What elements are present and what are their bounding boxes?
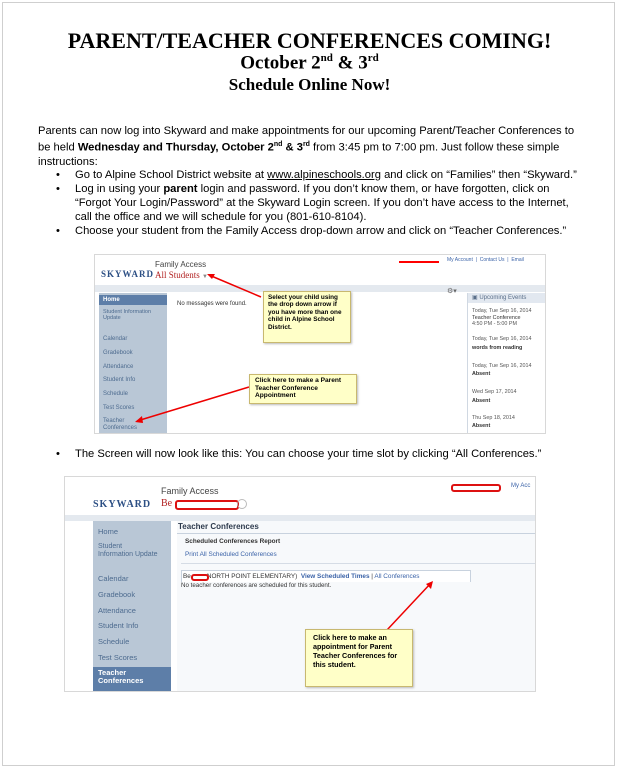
no-conferences-text: No teacher conferences are scheduled for this student. bbox=[181, 582, 332, 589]
list-item: • Go to Alpine School District website at www.alpineschools.org and click on “Families” then “Skyward.” bbox=[56, 169, 577, 181]
my-account-link[interactable]: My Acc bbox=[511, 483, 531, 489]
contact-us-link[interactable]: Contact Us bbox=[479, 257, 505, 263]
sidebar-item-teacher-conferences[interactable]: Teacher Conferences bbox=[93, 667, 171, 692]
view-scheduled-times-link[interactable]: View Scheduled Times bbox=[300, 573, 370, 580]
sidebar-item-schedule[interactable]: Schedule bbox=[98, 637, 130, 646]
intro-sup2: rd bbox=[302, 141, 310, 148]
sidebar-item-gradebook[interactable]: Gradebook bbox=[98, 590, 136, 599]
skyward-logo: SKYWARD bbox=[93, 499, 152, 510]
intro-sup1: nd bbox=[273, 141, 283, 148]
family-access-title: Family Access bbox=[155, 260, 207, 269]
instruction-list bbox=[40, 168, 583, 238]
all-conferences-link[interactable]: All Conferences bbox=[374, 573, 420, 580]
list-item: • Log in using your parent login and password. If you don’t know them, or have forgotten, click on “Forgot Your Login/Password” at the Skyward Login screen. If you don’t have access to the Internet, call the office and we will schedule for you (801-610-8104). bbox=[56, 183, 569, 223]
callout-select-child: Select your child using the drop down arrow if you have more than one child in Alpine School District. bbox=[263, 291, 351, 343]
instruction-list-2 bbox=[40, 447, 583, 461]
teacher-conferences-heading: Teacher Conferences bbox=[178, 522, 259, 531]
intro-bold2: & 3 bbox=[282, 141, 303, 154]
no-messages-text: No messages were found. bbox=[177, 301, 247, 307]
date-text-1: October 2 bbox=[240, 52, 321, 74]
email-link[interactable]: Email bbox=[511, 257, 524, 263]
list-item: • Choose your student from the Family Access drop-down arrow and click on “Teacher Conferences.” bbox=[56, 225, 567, 237]
sidebar-item-student-info[interactable]: Student Info bbox=[103, 377, 136, 383]
event-text[interactable]: Absent bbox=[472, 371, 491, 377]
callout-arrows bbox=[95, 255, 545, 433]
bullet-text: Go to Alpine School District website at bbox=[75, 169, 268, 181]
sidebar-item-student-info-update[interactable]: Student Information Update bbox=[103, 309, 152, 321]
event-date: Today, Tue Sep 16, 2014 bbox=[472, 308, 532, 314]
list-item: • The Screen will now look like this: You can choose your time slot by clicking “All Conferences.” bbox=[56, 448, 542, 460]
sidebar-item-test-scores[interactable]: Test Scores bbox=[98, 653, 138, 662]
arrow-head bbox=[135, 416, 143, 423]
conferences-report-title: Scheduled Conferences Report bbox=[185, 538, 281, 545]
arrow-line bbox=[387, 583, 431, 630]
sidebar-item-student-info[interactable]: Student Info bbox=[98, 621, 139, 630]
sidebar-item-schedule[interactable]: Schedule bbox=[103, 391, 129, 397]
family-access-title: Family Access bbox=[161, 486, 219, 496]
calendar-icon: ▣ bbox=[472, 295, 478, 301]
callout-arrow bbox=[65, 477, 535, 691]
event-date: Today, Tue Sep 16, 2014 bbox=[472, 336, 532, 342]
upcoming-events-title: Upcoming Events bbox=[479, 295, 527, 301]
bullet-text: Log in using your bbox=[75, 183, 164, 195]
date-text-2: & 3 bbox=[332, 52, 368, 74]
bullet-text: login and password. If you don’t know them, or have forgotten, click on “Forgot Your Login/Password” at the Skyward Login screen. If you don’t have access to the Internet, call the office and we will schedule for you (801-610-8104). bbox=[75, 183, 569, 223]
event-text[interactable]: Absent bbox=[472, 398, 491, 404]
event-date: Wed Sep 17, 2014 bbox=[472, 389, 517, 395]
event-text[interactable]: Absent bbox=[472, 423, 491, 429]
student-dropdown-label: All Students bbox=[155, 270, 200, 280]
intro-paragraph bbox=[38, 124, 583, 169]
event-date: Today, Tue Sep 16, 2014 bbox=[472, 363, 532, 369]
sidebar-item-gradebook[interactable]: Gradebook bbox=[103, 350, 133, 356]
callout-conference-appointment: Click here to make a Parent Teacher Conference Appointment bbox=[249, 374, 357, 404]
bullet-text: The Screen will now look like this: You can choose your time slot by clicking “All Conferences.” bbox=[75, 448, 542, 460]
bullet-text: Choose your student from the Family Access drop-down arrow and click on “Teacher Conferences.” bbox=[75, 225, 567, 237]
arrow-line bbox=[137, 387, 249, 421]
sidebar-item-test-scores[interactable]: Test Scores bbox=[103, 405, 135, 411]
intro-text: Parents can now log into Skyward and make appointments for our upcoming Parent/Teacher Conferences to be held bbox=[38, 125, 575, 154]
sidebar-item-calendar[interactable]: Calendar bbox=[103, 336, 128, 342]
callout-make-appointment: Click here to make an appointment for Parent Teacher Conferences for this student. bbox=[305, 629, 413, 687]
intro-text-2: from 3:45 pm to 7:00 pm. Just follow these simple instructions: bbox=[38, 141, 560, 168]
my-account-link[interactable]: My Account bbox=[447, 257, 473, 263]
date-sup-1: nd bbox=[320, 52, 333, 64]
event-text[interactable]: Teacher Conference bbox=[472, 315, 521, 321]
bullet-bold: parent bbox=[163, 183, 198, 195]
event-date: Thu Sep 18, 2014 bbox=[472, 415, 515, 421]
top-links: My Account | Contact Us | Email bbox=[447, 257, 524, 263]
skyward-screenshot-2 bbox=[64, 476, 536, 692]
print-conferences-link[interactable]: Print All Scheduled Conferences bbox=[185, 551, 277, 558]
sidebar-item-teacher-conferences[interactable]: Teacher Conferences bbox=[103, 418, 138, 431]
subtitle: Schedule Online Now! bbox=[228, 75, 391, 94]
skyward-logo: SKYWARD bbox=[101, 269, 155, 279]
intro-bold: Wednesday and Thursday, October 2 bbox=[77, 141, 274, 154]
dates-heading bbox=[0, 52, 619, 74]
student-name: Be bbox=[161, 498, 173, 509]
sidebar-item-home[interactable]: Home bbox=[99, 295, 167, 305]
skyward-screenshot-1 bbox=[94, 254, 546, 434]
sidebar-item-calendar[interactable]: Calendar bbox=[98, 574, 129, 583]
date-sup-2: rd bbox=[367, 52, 379, 64]
sidebar-item-student-info-update[interactable]: Student Information Update bbox=[98, 543, 158, 558]
arrow-line bbox=[209, 275, 261, 297]
event-text[interactable]: words from reading bbox=[472, 345, 523, 351]
event-time: 4:50 PM - 5:00 PM bbox=[472, 321, 517, 327]
sidebar-item-attendance[interactable]: Attendance bbox=[98, 606, 136, 615]
student-name: Be bbox=[183, 573, 191, 580]
website-link[interactable]: www.alpineschools.org bbox=[267, 169, 381, 181]
settings-gear-icon[interactable]: ⚙▾ bbox=[447, 288, 457, 295]
chevron-down-icon: ▼ bbox=[202, 274, 208, 280]
link-separator: | bbox=[371, 573, 373, 580]
school-name: NORTH POINT ELEMENTARY) bbox=[206, 573, 298, 580]
sidebar-item-attendance[interactable]: Attendance bbox=[103, 364, 134, 370]
page-title: PARENT/TEACHER CONFERENCES COMING! bbox=[67, 28, 552, 53]
bullet-text: and click on “Families” then “Skyward.” bbox=[380, 169, 577, 181]
sidebar-item-home[interactable]: Home bbox=[98, 527, 119, 536]
